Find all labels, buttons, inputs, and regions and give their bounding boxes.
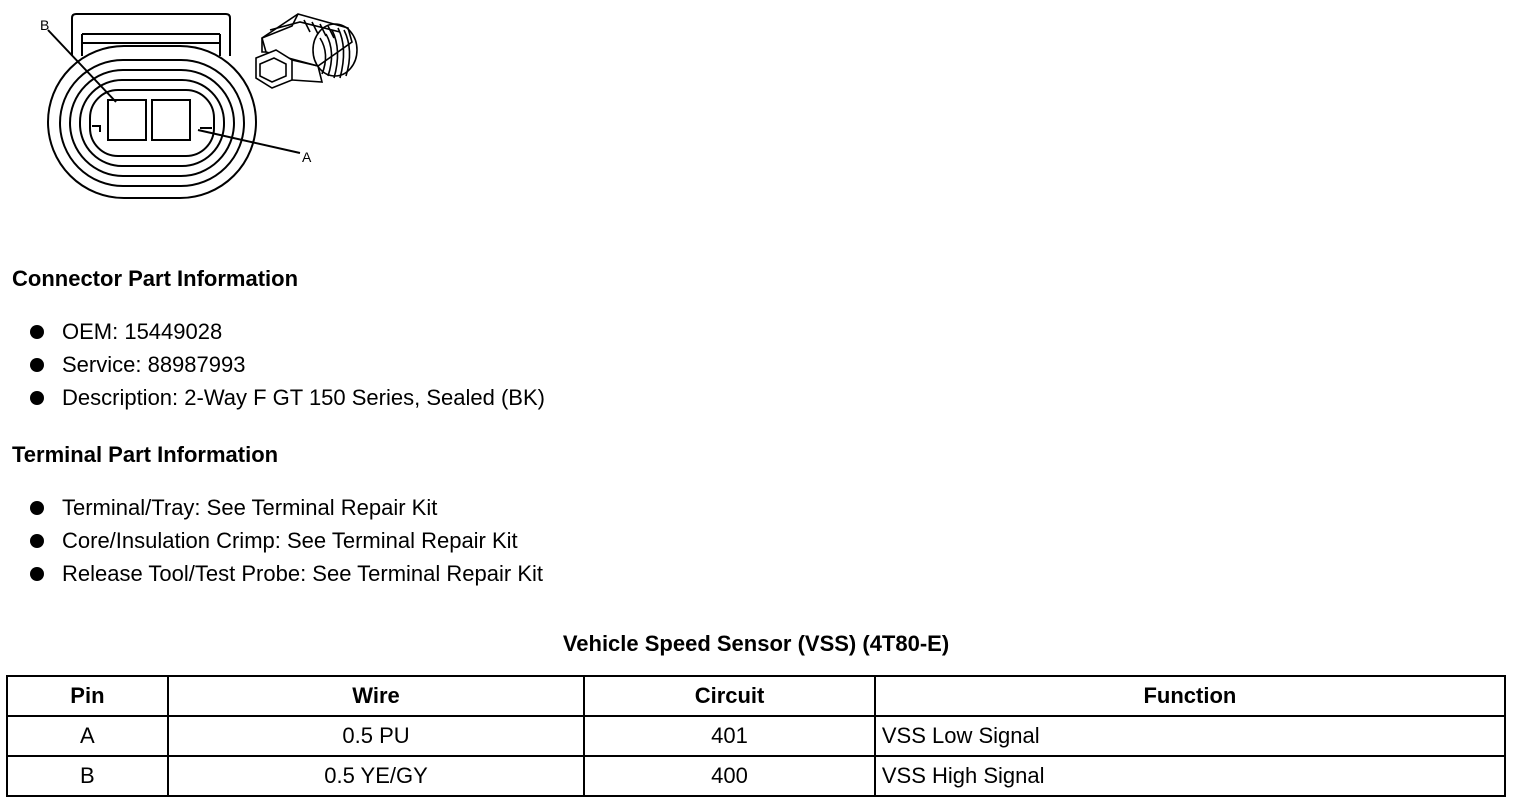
list-item: Description: 2-Way F GT 150 Series, Sealed (BK) [28,384,545,417]
cavity-b [108,100,146,140]
cell-function: VSS High Signal [875,756,1505,796]
cavity-a [152,100,190,140]
bullet-icon [30,567,44,581]
list-item: Release Tool/Test Probe: See Terminal Repair Kit [28,560,543,593]
connector-diagram [30,8,380,208]
terminal-part-list [28,494,543,593]
connector-part-list [28,318,545,417]
header-pin: Pin [7,676,168,716]
connector-part-heading: Connector Part Information [12,266,299,291]
table-row [7,756,1505,796]
cell-function: VSS Low Signal [875,716,1505,756]
list-item: Core/Insulation Crimp: See Terminal Repair Kit [28,527,543,560]
cell-wire: 0.5 PU [168,716,584,756]
list-item: Terminal/Tray: See Terminal Repair Kit [28,494,543,527]
terminal-part-heading: Terminal Part Information [12,442,279,467]
bullet-icon [30,501,44,515]
cell-wire: 0.5 YE/GY [168,756,584,796]
table-row [7,716,1505,756]
connector-3d-sketch [256,14,357,88]
header-wire: Wire [168,676,584,716]
label-b: B [40,17,50,33]
table-header-row [7,676,1505,716]
list-item: Service: 88987993 [28,351,545,384]
cell-pin: B [7,756,168,796]
list-item: OEM: 15449028 [28,318,545,351]
bullet-icon [30,391,44,405]
header-circuit: Circuit [584,676,875,716]
table-title: Vehicle Speed Sensor (VSS) (4T80-E) [562,631,950,656]
label-a: A [302,149,312,165]
bullet-icon [30,325,44,339]
header-function: Function [875,676,1505,716]
cell-circuit: 401 [584,716,875,756]
cell-circuit: 400 [584,756,875,796]
bullet-icon [30,534,44,548]
pin-table [6,675,1506,797]
cell-pin: A [7,716,168,756]
bullet-icon [30,358,44,372]
